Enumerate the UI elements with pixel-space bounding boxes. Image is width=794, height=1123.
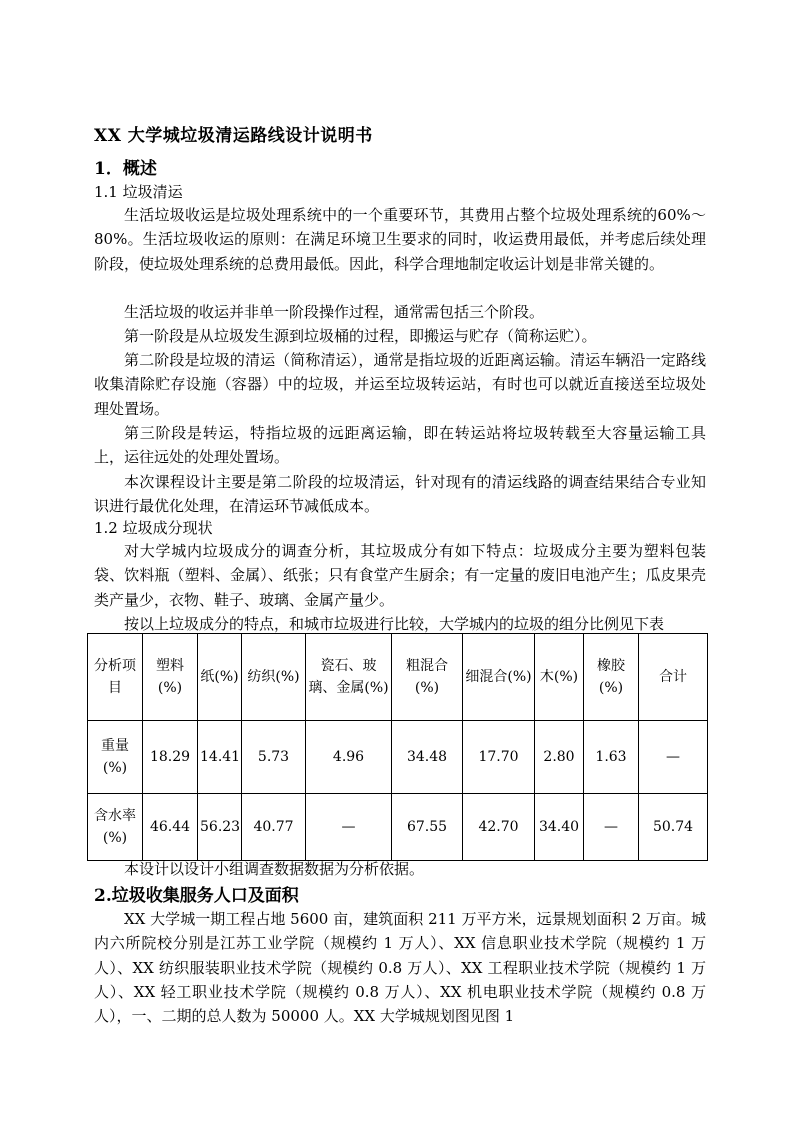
paragraph: 第三阶段是转运，特指垃圾的远距离运输，即在转运站将垃圾转载至大容量运输工具上，运往远处的处理处置场。 xyxy=(94,424,706,467)
paragraph: 第二阶段是垃圾的清运（简称清运），通常是指垃圾的近距离运输。清运车辆沿一定路线收集清除贮存设施（容器）中的垃圾，并运至垃圾转运站，有时也可以就近直接送至垃圾处理处置场。 xyxy=(94,351,706,418)
table-row-label: 重量(%) xyxy=(88,721,143,794)
document-title: XX 大学城垃圾清运路线设计说明书 xyxy=(94,126,373,146)
table-header-cell: 纺织(%) xyxy=(242,634,306,721)
table-cell: 34.40 xyxy=(535,794,584,861)
table-row xyxy=(88,721,708,794)
table-header-cell: 瓷石、玻璃、金属(%) xyxy=(306,634,392,721)
table-cell: — xyxy=(306,794,392,861)
subsection-1-2-heading: 1.2 垃圾成分现状 xyxy=(94,519,213,537)
table-note: 本设计以设计小组调查数据数据为分析依据。 xyxy=(124,860,425,878)
table-row-label: 含水率(%) xyxy=(88,794,143,861)
table-header-cell: 细混合(%) xyxy=(463,634,535,721)
paragraph: 第一阶段是从垃圾发生源到垃圾桶的过程，即搬运与贮存（简称运贮）。 xyxy=(124,327,597,345)
table-cell: 14.41 xyxy=(198,721,242,794)
table-cell: 2.80 xyxy=(535,721,584,794)
table-cell: 67.55 xyxy=(392,794,463,861)
table-header-row xyxy=(88,634,708,721)
paragraph: 生活垃圾收运是垃圾处理系统中的一个重要环节，其费用占整个垃圾处理系统的60%～80%。生活垃圾收运的原则：在满足环境卫生要求的同时，收运费用最低，并考虑后续处理阶段，使垃圾处理系统的总费用最低。因此，科学合理地制定收运计划是非常关键的。 xyxy=(94,206,706,273)
paragraph: 生活垃圾的收运并非单一阶段操作过程，通常需包括三个阶段。 xyxy=(124,303,545,321)
table-cell: 34.48 xyxy=(392,721,463,794)
table-cell: 56.23 xyxy=(198,794,242,861)
section-2-heading: 2.垃圾收集服务人口及面积 xyxy=(94,886,299,906)
section-1-heading: 1．概述 xyxy=(94,159,157,179)
table-cell: 1.63 xyxy=(584,721,639,794)
paragraph: 本次课程设计主要是第二阶段的垃圾清运，针对现有的清运线路的调查结果结合专业知识进行最优化处理，在清运环节减低成本。 xyxy=(94,473,706,516)
paragraph: 对大学城内垃圾成分的调查分析，其垃圾成分有如下特点：垃圾成分主要为塑料包装袋、饮料瓶（塑料、金属）、纸张；只有食堂产生厨余；有一定量的废旧电池产生；瓜皮果壳类产量少，衣物、鞋子、玻璃、金属产量少。 xyxy=(94,542,706,609)
table-header-cell: 分析项目 xyxy=(88,634,143,721)
table-cell: 42.70 xyxy=(463,794,535,861)
table-cell: — xyxy=(639,721,708,794)
paragraph: XX 大学城一期工程占地 5600 亩，建筑面积 211 万平方米，远景规划面积 2 万亩。城内六所院校分别是江苏工业学院（规模约 1 万人）、XX 信息职业技术学院（规模约 1 万人）、XX 纺织服装职业技术学院（规模约 0.8 万人）、XX 工程职业技术学院（规模约 1 万人）、XX 轻工职业技术学院（规模约 0.8 万人）、XX 机电职业技术学院（规模约 0.8 万人），一、二期的总人数为 50000 人。XX 大学城规划图见图 1 xyxy=(94,910,706,1026)
subsection-1-1-heading: 1.1 垃圾清运 xyxy=(94,183,183,201)
composition-table xyxy=(87,633,708,861)
table-cell: 46.44 xyxy=(143,794,198,861)
paragraph: 按以上垃圾成分的特点，和城市垃圾进行比较，大学城内的垃圾的组分比例见下表 xyxy=(124,615,665,633)
table-header-cell: 橡胶(%) xyxy=(584,634,639,721)
table-header-cell: 塑料(%) xyxy=(143,634,198,721)
table-cell: — xyxy=(584,794,639,861)
table-header-cell: 木(%) xyxy=(535,634,584,721)
table-cell: 40.77 xyxy=(242,794,306,861)
table-cell: 5.73 xyxy=(242,721,306,794)
table-cell: 4.96 xyxy=(306,721,392,794)
table-cell: 17.70 xyxy=(463,721,535,794)
table-header-cell: 粗混合(%) xyxy=(392,634,463,721)
table-header-cell: 纸(%) xyxy=(198,634,242,721)
table-cell: 18.29 xyxy=(143,721,198,794)
table-header-cell: 合计 xyxy=(639,634,708,721)
table-row xyxy=(88,794,708,861)
table-cell: 50.74 xyxy=(639,794,708,861)
